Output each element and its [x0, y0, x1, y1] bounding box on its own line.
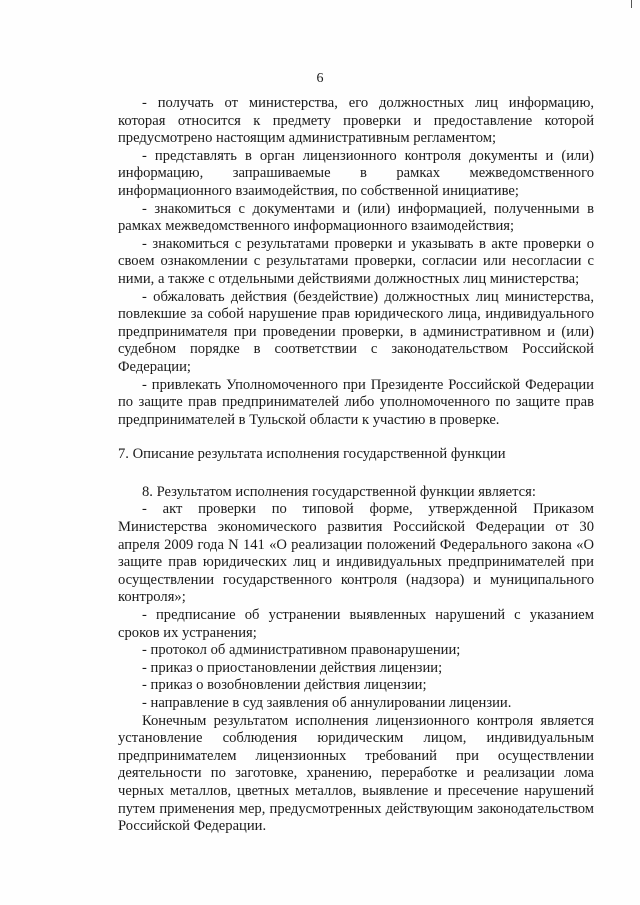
document-body	[118, 95, 594, 836]
paragraph-right-review-results: - знакомиться с результатами проверки и указывать в акте проверки о своем ознакомлении с результатами проверки, согласии или несогласии с ними, а также с отдельными действиями должностных лиц министерства;	[118, 235, 594, 287]
section-heading: 7. Описание результата исполнения государственной функции	[118, 446, 506, 463]
paragraph-right-appeal: - обжаловать действия (бездействие) должностных лиц министерства, повлекшие за собой нарушение прав юридического лица, индивидуального предпринимателя при проведении проверки, в административном и (или) судебном порядке в соответствии с законодательством Российской Федерации;	[118, 288, 594, 375]
paragraph-result-renewal: - приказ о возобновлении действия лицензии;	[142, 677, 427, 694]
paragraph-result-order: - предписание об устранении выявленных нарушений с указанием сроков их устранения;	[118, 607, 594, 641]
paragraph-right-submit-documents: - представлять в орган лицензионного контроля документы и (или) информацию, запрашиваемые в рамках межведомственного информационного взаимодействия, по собственной инициативе;	[118, 147, 594, 199]
page-edge-mark	[631, 0, 632, 8]
paragraph-result-protocol: - протокол об административном правонарушении;	[142, 642, 461, 659]
paragraph-right-review-documents: - знакомиться с документами и (или) информацией, полученными в рамках межведомственного информационного взаимодействия;	[118, 200, 594, 235]
paragraph-result-court: - направление в суд заявления об аннулировании лицензии.	[142, 695, 512, 711]
paragraph-right-receive-info: - получать от министерства, его должностных лиц информацию, которая относится к предмету проверки и предоставление которой предусмотрено настоящим административным регламентом;	[118, 95, 594, 147]
page-number: 6	[316, 71, 324, 86]
paragraph-result-suspension: - приказ о приостановлении действия лицензии;	[142, 659, 443, 676]
paragraph-result-inspection-act: - акт проверки по типовой форме, утвержденной Приказом Министерства экономического развития Российской Федерации от 30 апреля 2009 года N 141 «О реализации положений Федерального закона «О защите прав юридических лиц и индивидуальных предпринимателей при осуществлении государственного контроля (надзора) и муниципального контроля»;	[118, 501, 594, 606]
paragraph-final-result: Конечным результатом исполнения лицензионного контроля является установление соблюдения юридическим лицом, индивидуальным предпринимателем лицензионных требований при осуществлении деятельности по заготовке, хранению, переработке и реализации лома черных металлов, цветных металлов, выявление и пресечение нарушений путем применения мер, предусмотренных действующим законодательством Российской Федерации.	[118, 712, 594, 835]
paragraph-result-intro: 8. Результатом исполнения государственной функции является:	[142, 483, 536, 500]
paragraph-right-ombudsman: - привлекать Уполномоченного при Президенте Российской Федерации по защите прав предпринимателей либо уполномоченного по защите прав предпринимателей в Тульской области к участию в проверке.	[118, 376, 594, 428]
